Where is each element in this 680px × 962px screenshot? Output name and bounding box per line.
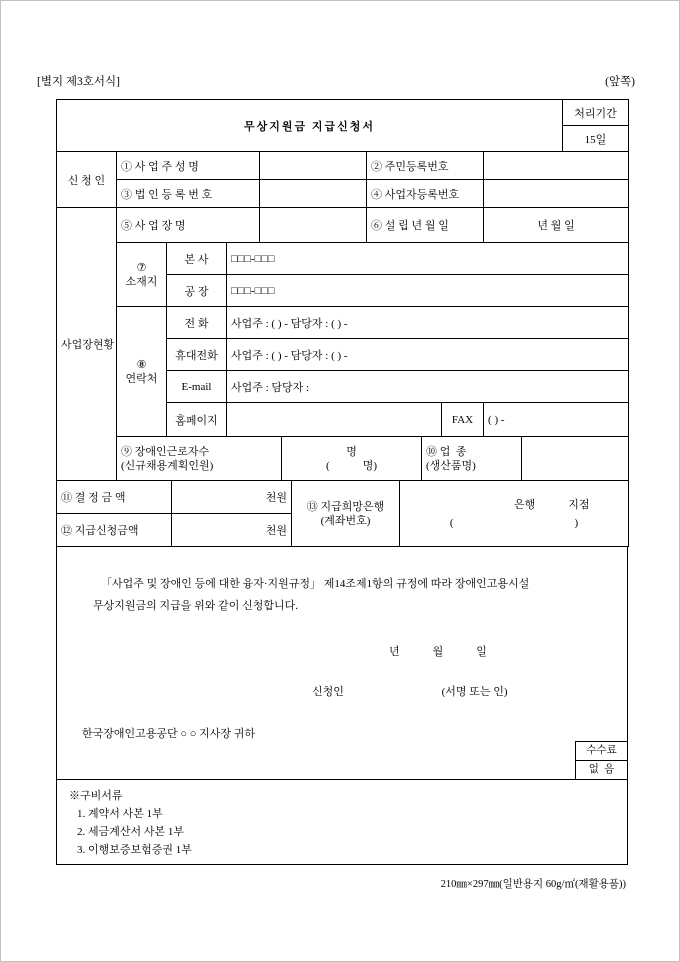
application-form <box>56 99 628 865</box>
contact-label-text: 연락처 <box>125 372 158 385</box>
new-hire-plan-value: ( 명) <box>326 459 377 472</box>
fee-box <box>575 741 627 779</box>
head-office-postal-value: □□□-□□□ <box>227 243 629 275</box>
establish-date-label: ⑥ 설 립 년 월 일 <box>367 208 484 243</box>
phone-value: 사업주 : ( ) - 담당자 : ( ) - <box>227 307 629 339</box>
disabled-workers-label <box>117 437 282 481</box>
homepage-value <box>227 403 442 437</box>
decided-amount-label: ⑪ 결 정 금 액 <box>57 481 172 514</box>
head-office-label: 본 사 <box>167 243 227 275</box>
fee-value: 없 음 <box>588 764 615 775</box>
industry-label-line1: ⑩ 업 종 <box>426 445 467 458</box>
bank-label-line2: (계좌번호) <box>320 514 371 527</box>
paper-spec-footer: 210㎜×297㎜(일반용지 60g/㎡(재활용품)) <box>440 879 626 890</box>
fee-label: 수수료 <box>576 742 627 761</box>
required-documents-section <box>56 779 628 865</box>
signature-line <box>57 659 627 699</box>
phone-label: 전 화 <box>167 307 227 339</box>
declaration-section <box>56 547 628 779</box>
amount-table <box>56 480 629 547</box>
disabled-workers-label-line2: (신규채용계획인원) <box>121 459 214 472</box>
signature-note: (서명 또는 인) <box>441 686 508 698</box>
industry-value <box>522 437 629 481</box>
location-label-text: 소재지 <box>125 275 158 288</box>
business-no-value <box>484 180 629 208</box>
resident-no-label: ② 주민등록번호 <box>367 152 484 180</box>
bank-branch-line: 은행 지점 <box>513 498 606 511</box>
business-no-label: ④ 사업자등록번호 <box>367 180 484 208</box>
corp-no-label: ③ 법 인 등 록 번 호 <box>117 180 260 208</box>
form-reference: [별지 제3호서식] <box>37 76 120 88</box>
contact-label <box>117 307 167 437</box>
business-name-label: ⑤ 사 업 장 명 <box>117 208 260 243</box>
applicant-section-label: 신 청 인 <box>57 152 117 208</box>
required-document-item: 3. 이행보증보험증권 1부 <box>77 844 192 856</box>
industry-label-line2: (생산품명) <box>426 459 476 472</box>
account-number-line: ( ) <box>449 516 579 529</box>
declaration-body <box>57 547 627 617</box>
request-amount-label: ⑫ 지급신청금액 <box>57 514 172 547</box>
homepage-label: 홈페이지 <box>167 403 227 437</box>
factory-postal-value: □□□-□□□ <box>227 275 629 307</box>
title-table <box>56 99 629 152</box>
form-title: 무상지원금 지급신청서 <box>57 100 563 152</box>
establish-date-value: 년 월 일 <box>484 208 629 243</box>
location-label-number: ⑦ <box>136 261 147 274</box>
fax-label: FAX <box>442 403 484 437</box>
email-label: E-mail <box>167 371 227 403</box>
declaration-line1: 「사업주 및 장애인 등에 대한 융자·지원규정」 제14조제1항의 규정에 따라 장애인고용시설 <box>101 578 530 590</box>
bank-value <box>400 481 629 547</box>
industry-label <box>422 437 522 481</box>
owner-name-value <box>260 152 367 180</box>
disabled-workers-label-line1: ⑨ 장애인근로자수 <box>121 445 210 458</box>
page-header <box>1 1 679 89</box>
bank-label-line1: ⑬ 지급희망은행 <box>306 500 385 513</box>
business-section-label: 사업장현황 <box>57 208 117 481</box>
required-document-item: 2. 세금계산서 사본 1부 <box>77 826 185 838</box>
addressee-line: 한국장애인고용공단 ○ ○ 지사장 귀하 <box>82 728 256 740</box>
location-label <box>117 243 167 307</box>
processing-period-label: 처리기간 <box>563 100 629 126</box>
corp-no-value <box>260 180 367 208</box>
mobile-label: 휴대전화 <box>167 339 227 371</box>
required-documents-title: ※구비서류 <box>69 790 123 802</box>
business-status-table <box>56 207 629 481</box>
request-amount-unit: 천원 <box>172 514 292 547</box>
email-value: 사업주 : 담당자 : <box>227 371 629 403</box>
decided-amount-unit: 천원 <box>172 481 292 514</box>
factory-label: 공 장 <box>167 275 227 307</box>
business-name-value <box>260 208 367 243</box>
mobile-value: 사업주 : ( ) - 담당자 : ( ) - <box>227 339 629 371</box>
declaration-date-line: 년 월 일 <box>389 646 487 658</box>
applicant-signature-label: 신청인 <box>312 686 344 698</box>
disabled-workers-value <box>282 437 422 481</box>
applicant-table <box>56 151 629 208</box>
required-document-item: 1. 계약서 사본 1부 <box>77 808 163 820</box>
bank-label <box>292 481 400 547</box>
disabled-workers-count-unit: 명 <box>346 445 357 458</box>
contact-label-number: ⑧ <box>136 358 147 371</box>
declaration-line2: 무상지원금의 지급을 위와 같이 신청합니다. <box>93 600 299 612</box>
resident-no-value <box>484 152 629 180</box>
owner-name-label: ① 사 업 주 성 명 <box>117 152 260 180</box>
fax-value: ( ) - <box>484 403 629 437</box>
page-side-label: (앞쪽) <box>605 76 635 88</box>
processing-period-value: 15일 <box>563 126 629 152</box>
